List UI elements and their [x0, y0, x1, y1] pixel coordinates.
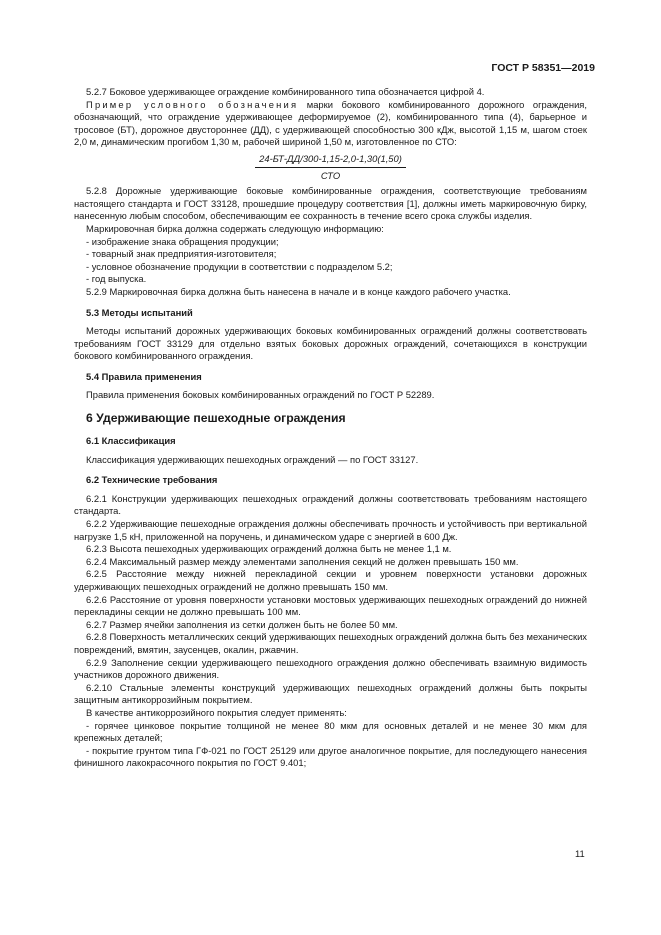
- paragraph-6-2-4: 6.2.4 Максимальный размер между элементами заполнения секций не должен превышать 150 мм.: [86, 555, 519, 567]
- section-6-2-title: 6.2 Технические требования: [86, 474, 218, 486]
- section-5-4-text: Правила применения боковых комбинированных ограждений по ГОСТ Р 52289.: [86, 389, 435, 401]
- document-id-header: ГОСТ Р 58351—2019: [491, 62, 595, 74]
- paragraph-5-2-8: 5.2.8 Дорожные удерживающие боковые комбинированные ограждения, соответствующие требованиям настоящего стандарта и ГОСТ 33128, прошедшие процедуру соответствия [1], должны иметь маркировочную бирку, нанесенную любым способом, обеспечивающим ее сохранность в течение всего срока службы изделия.: [74, 185, 587, 222]
- paragraph-6-2-3: 6.2.3 Высота пешеходных удерживающих ограждений должна быть не менее 1,1 м.: [86, 543, 452, 555]
- page-body: [74, 86, 587, 770]
- example-label: Пример условного обозначения: [86, 98, 299, 110]
- page-number: 11: [575, 848, 585, 859]
- designation-example: [74, 99, 587, 149]
- example-text: марки бокового комбинированного дорожного ограждения, обозначающий, что ограждение удерживающее деформируемое (2), комбинированного типа (4), барьерное и тросовое (БТ), дорожное двустороннее (ДД), с удерживающей способностью 300 кДж, высотой 1,15 м, шагом стоек 2,0 м, динамическим прогибом 1,30 м, рабочей шириной 1,50 м, изготовленное по СТО:: [74, 98, 587, 148]
- section-5-4-title: 5.4 Правила применения: [86, 370, 202, 382]
- list-item: - изображение знака обращения продукции;: [86, 235, 279, 247]
- list-item: - год выпуска.: [86, 273, 147, 285]
- list-item: - условное обозначение продукции в соответствии с подразделом 5.2;: [86, 260, 393, 272]
- paragraph-6-2-7: 6.2.7 Размер ячейки заполнения из сетки должен быть не более 50 мм.: [86, 618, 398, 630]
- designation-formula: [74, 153, 587, 182]
- section-6-title: 6 Удерживающие пешеходные ограждения: [86, 411, 346, 426]
- paragraph-6-2-5: 6.2.5 Расстояние между нижней перекладиной секции и уровнем поверхности установки дорожных удерживающих пешеходных ограждений не должно превышать 150 мм.: [74, 568, 587, 592]
- paragraph-6-2-2: 6.2.2 Удерживающие пешеходные ограждения должны обеспечивать прочность и устойчивость при вертикальной нагрузке 1,5 кН, приложенной на поручень, и динамическом ударе с энергией в 600 Дж.: [74, 518, 587, 542]
- paragraph-6-2-8: 6.2.8 Поверхность металлических секций удерживающих пешеходных ограждений должна быть без механических повреждений, вмятин, заусенцев, окалин, ржавчин.: [74, 631, 587, 655]
- list-item: - товарный знак предприятия-изготовителя;: [86, 248, 277, 260]
- paragraph-6-2-6: 6.2.6 Расстояние от уровня поверхности установки мостовых удерживающих пешеходных ограждений до нижней перекладины секции не должно превышать 100 мм.: [74, 593, 587, 618]
- formula-numerator: 24-БТ-ДД/300-1,15-2,0-1,30(1,50): [255, 153, 406, 168]
- paragraph-6-2-9: 6.2.9 Заполнение секции удерживающего пешеходного ограждения должно обеспечивать взаимную видимость участников дорожного движения.: [74, 656, 587, 681]
- formula-denominator: СТО: [320, 169, 341, 181]
- section-5-3-title: 5.3 Методы испытаний: [86, 306, 193, 318]
- list-item: - горячее цинковое покрытие толщиной не менее 80 мкм для основных деталей и не менее 30 мкм для крепежных деталей;: [74, 719, 587, 744]
- label-info-intro: Маркировочная бирка должна содержать следующую информацию:: [86, 222, 384, 234]
- coating-intro: В качестве антикоррозийного покрытия следует применять:: [86, 706, 347, 718]
- paragraph-5-2-9: 5.2.9 Маркировочная бирка должна быть нанесена в начале и в конце каждого рабочего участка.: [86, 285, 511, 297]
- paragraph-5-2-7: 5.2.7 Боковое удерживающее ограждение комбинированного типа обозначается цифрой 4.: [86, 86, 485, 97]
- section-5-3-text: Методы испытаний дорожных удерживающих боковых комбинированных ограждений должны соответствовать требованиям ГОСТ 33129 для отдельно взятых боковых дорожных ограждений, сочетающихся в конструкции бокового комбинированного ограждения.: [74, 325, 587, 362]
- list-item: - покрытие грунтом типа ГФ-021 по ГОСТ 25129 или другое аналогичное покрытие, для последующего нанесения финишного лакокрасочного покрытия по ГОСТ 9.401;: [74, 744, 587, 769]
- section-6-1-title: 6.1 Классификация: [86, 435, 176, 447]
- paragraph-6-2-1: 6.2.1 Конструкции удерживающих пешеходных ограждений должны соответствовать требованиям настоящего стандарта.: [74, 492, 587, 517]
- section-6-1-text: Классификация удерживающих пешеходных ограждений — по ГОСТ 33127.: [86, 453, 419, 465]
- paragraph-6-2-10: 6.2.10 Стальные элементы конструкций удерживающих пешеходных ограждений должны быть покрыты защитным антикоррозийным покрытием.: [74, 681, 587, 706]
